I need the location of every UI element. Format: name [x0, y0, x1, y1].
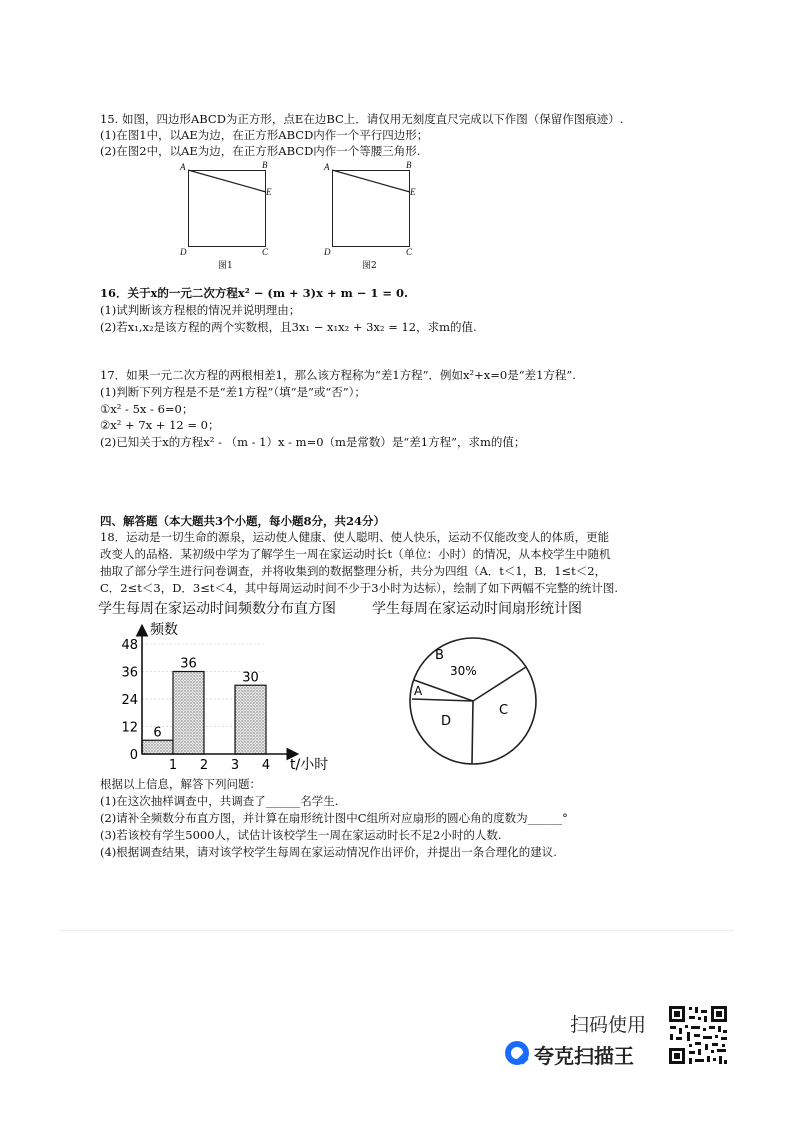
x-tick-label: 4	[261, 758, 271, 773]
y-tick-label: 36	[121, 665, 138, 681]
label-b: B	[262, 160, 268, 170]
brand-name: 夸克扫描王	[534, 1044, 634, 1068]
pie-label-c: C	[499, 703, 509, 718]
x-tick-label: 1	[168, 758, 178, 773]
histogram-bar	[142, 740, 173, 754]
pie-title: 学生每周在家运动时间扇形统计图	[372, 601, 582, 617]
label-d: D	[180, 247, 187, 257]
label-b: B	[406, 160, 412, 170]
pie-chart	[400, 628, 550, 778]
q15-line1: 15. 如图，四边形ABCD为正方形，点E在边BC上．请仅用无刻度直尺完成以下作图（保留作图痕迹）.	[100, 112, 624, 126]
q18-intro: 根据以上信息，解答下列问题：	[100, 777, 261, 791]
q17-line3: ①x² - 5x - 6=0；	[100, 402, 194, 416]
page-divider	[60, 930, 734, 931]
q17-line4: ②x² + 7x + 12 = 0；	[100, 418, 220, 432]
bar-value-label: 30	[242, 670, 259, 686]
label-a: A	[324, 162, 330, 172]
label-c: C	[406, 247, 413, 257]
q18-q4: (4)根据调查结果，请对该学校学生每周在家运动情况作出评价，并提出一条合理化的建议.	[100, 845, 557, 859]
q18-line3: 抽取了部分学生进行问卷调查，并将收集到的数据整理分析，共分为四组（A．t＜1，B．1≤t＜2，	[100, 564, 607, 578]
q18-q1: (1)在这次抽样调查中，共调查了______名学生.	[100, 794, 339, 808]
q16-line1: 16．关于x的一元二次方程x² − (m + 3)x + m − 1 = 0.	[100, 286, 409, 300]
pie-label-b: B	[435, 648, 444, 663]
brand-logo	[505, 1041, 529, 1065]
y-axis-label: 频数	[150, 622, 178, 638]
histogram-title: 学生每周在家运动时间频数分布直方图	[98, 601, 336, 617]
q18-q2: (2)请补全频数分布直方图，并计算在扇形统计图中C组所对应扇形的圆心角的度数为______°	[100, 811, 568, 825]
q16-line2: (1)试判断该方程根的情况并说明理由；	[100, 303, 301, 317]
x-axis-label: t/小时	[290, 757, 329, 773]
pie-divider-ab	[414, 680, 473, 701]
pie-divider-bc	[473, 667, 526, 701]
pie-percent-b: 30%	[450, 664, 477, 678]
label-d: D	[324, 247, 331, 257]
fig2-caption: 图2	[362, 261, 377, 271]
histogram-bar	[173, 672, 204, 755]
segment-ae-2	[330, 168, 412, 200]
q15-line2: (1)在图1中，以AE为边，在正方形ABCD内作一个平行四边形；	[100, 128, 429, 142]
q17-line5: (2)已知关于x的方程x² - （m - 1）x - m=0（m是常数）是“差1方程”，求m的值；	[100, 435, 526, 449]
q17-line2: (1)判断下列方程是不是“差1方程”（填“是”或“否”）；	[100, 385, 366, 399]
pie-divider-ad	[412, 699, 473, 701]
label-a: A	[180, 162, 186, 172]
qr-code-icon[interactable]	[667, 1004, 729, 1066]
q16-line3: (2)若x₁,x₂是该方程的两个实数根，且3x₁ − x₁x₂ + 3x₂ = 12，求m的值.	[100, 320, 477, 334]
pie-divider-cd	[472, 701, 473, 764]
q15-line3: (2)在图2中，以AE为边，在正方形ABCD内作一个等腰三角形.	[100, 144, 421, 158]
histogram-chart	[100, 615, 329, 780]
histogram-bar	[235, 685, 266, 754]
segment-ae-1	[186, 168, 268, 200]
q17-line1: 17．如果一元二次方程的两根相差1，那么该方程称为“差1方程”．例如x²+x=0是“差1方程”.	[100, 368, 576, 382]
x-tick-label: 3	[230, 758, 240, 773]
y-tick-label: 48	[121, 638, 138, 653]
label-e: E	[410, 187, 416, 197]
pie-label-a: A	[414, 684, 423, 698]
x-tick-label: 2	[199, 758, 209, 773]
y-tick-label: 24	[121, 693, 138, 708]
label-e: E	[266, 187, 272, 197]
q18-line4: C．2≤t＜3，D．3≤t＜4，其中每周运动时间不少于3小时为达标），绘制了如下两幅不完整的统计图.	[100, 581, 619, 595]
bar-value-label: 6	[153, 725, 162, 741]
q18-q3: (3)若该校有学生5000人，试估计该校学生一周在家运动时长不足2小时的人数.	[100, 828, 502, 842]
y-tick-label: 0	[129, 748, 138, 763]
q18-line1: 18．运动是一切生命的源泉，运动使人健康、使人聪明、使人快乐，运动不仅能改变人的体质，更能	[100, 530, 610, 544]
label-c: C	[262, 247, 269, 257]
scan-label: 扫码使用	[570, 1014, 647, 1036]
fig1-caption: 图1	[218, 261, 233, 271]
q18-line2: 改变人的品格．某初级中学为了解学生一周在家运动时长t（单位：小时）的情况，从本校学生中随机	[100, 547, 611, 561]
section4-heading: 四、解答题（本大题共3个小题，每小题8分，共24分）	[100, 514, 386, 528]
y-tick-label: 12	[121, 720, 138, 736]
pie-label-d: D	[441, 714, 452, 729]
bar-value-label: 36	[180, 656, 197, 672]
